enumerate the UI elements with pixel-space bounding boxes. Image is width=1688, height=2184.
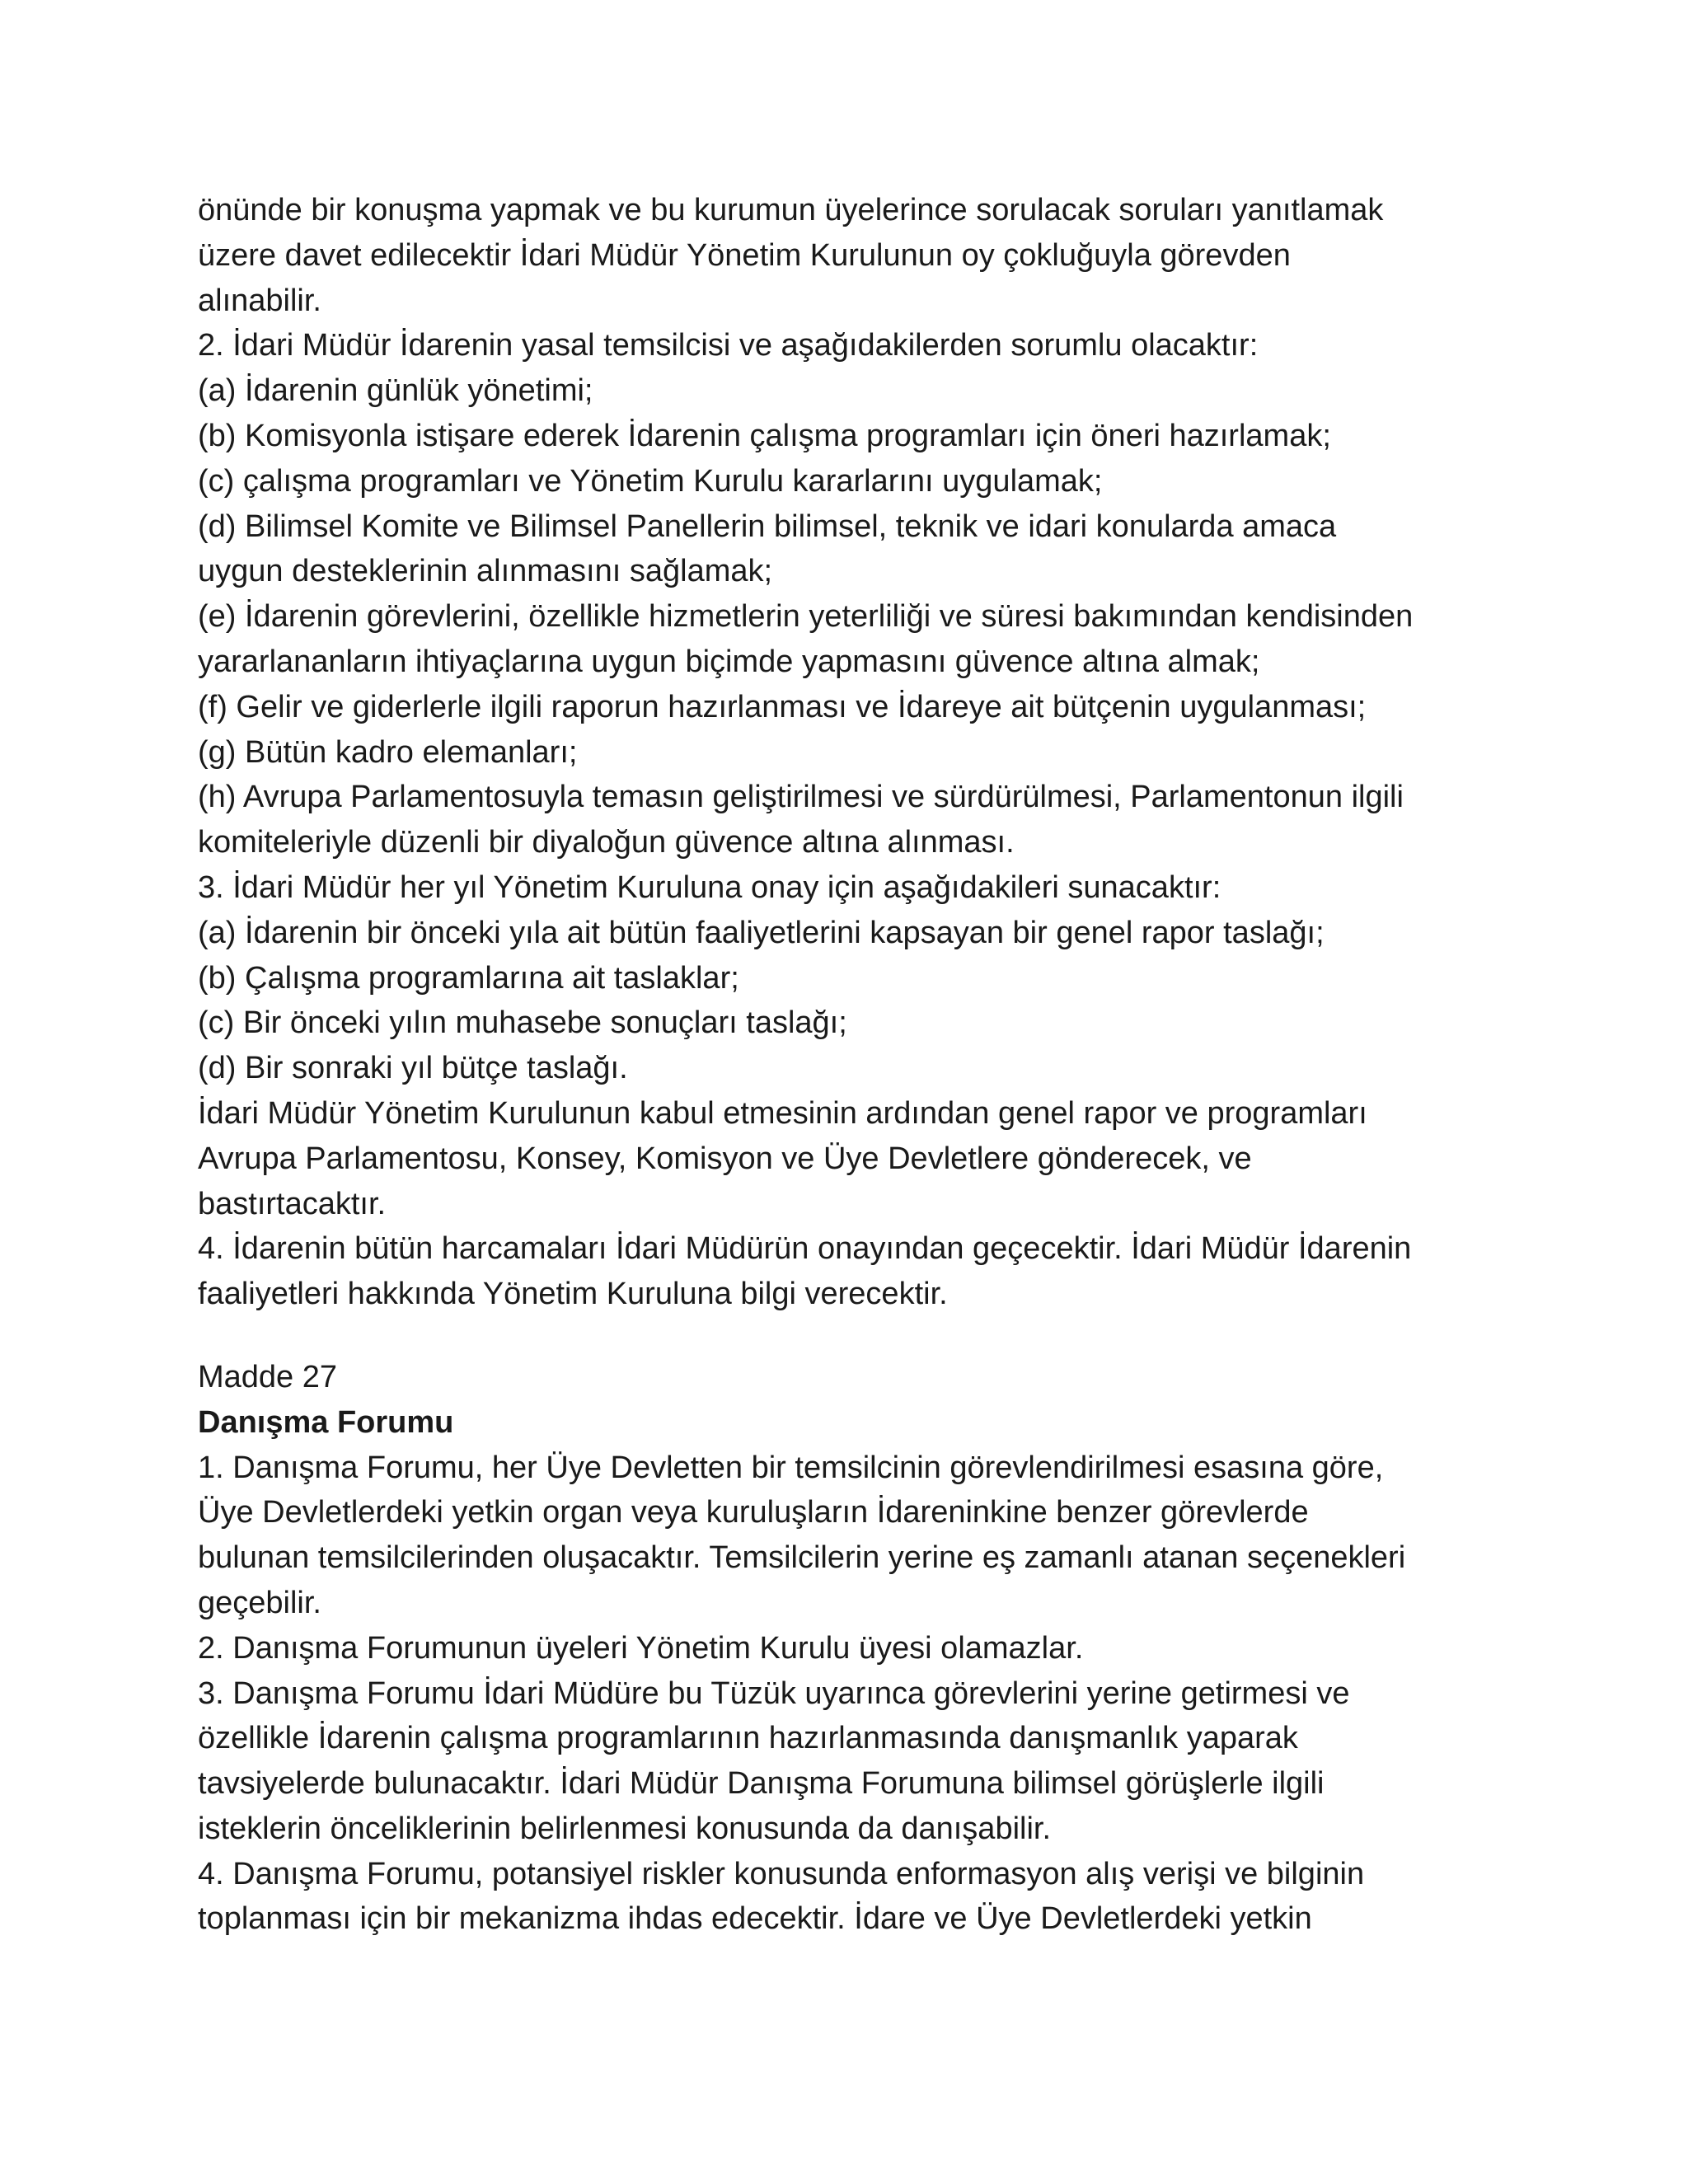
article-number: Madde 27	[198, 1359, 338, 1394]
text-line: üzere davet edilecektir İdari Müdür Yönetim Kurulunun oy çokluğuyla görevden	[198, 237, 1291, 273]
text-line: (c) Bir önceki yılın muhasebe sonuçları taslağı;	[198, 1005, 847, 1041]
text-line: (f) Gelir ve giderlerle ilgili raporun hazırlanması ve İdareye ait bütçenin uygulanması;	[198, 689, 1367, 724]
text-line: Üye Devletlerdeki yetkin organ veya kuruluşların İdareninkine benzer görevlerde	[198, 1495, 1309, 1530]
text-line: (c) çalışma programları ve Yönetim Kurulu kararlarını uygulamak;	[198, 463, 1103, 499]
text-line: alınabilir.	[198, 283, 321, 318]
text-line: 2. İdari Müdür İdarenin yasal temsilcisi ve aşağıdakilerden sorumlu olacaktır:	[198, 328, 1259, 363]
text-line: komiteleriyle düzenli bir diyaloğun güvence altına alınması.	[198, 825, 1015, 860]
text-line: 3. Danışma Forumu İdari Müdüre bu Tüzük uyarınca görevlerini yerine getirmesi ve	[198, 1675, 1350, 1711]
text-line: 4. Danışma Forumu, potansiyel riskler konusunda enformasyon alış verişi ve bilginin	[198, 1856, 1365, 1891]
text-line: 4. İdarenin bütün harcamaları İdari Müdürün onayından geçecektir. İdari Müdür İdarenin	[198, 1231, 1412, 1267]
document-page	[198, 188, 1500, 1942]
paragraph-gap	[198, 1317, 1500, 1355]
text-line: toplanması için bir mekanizma ihdas edecektir. İdare ve Üye Devletlerdeki yetkin	[198, 1901, 1312, 1937]
text-line: (g) Bütün kadro elemanları;	[198, 734, 578, 770]
text-line: (b) Komisyonla istişare ederek İdarenin çalışma programları için öneri hazırlamak;	[198, 418, 1331, 453]
text-line: (a) İdarenin bir önceki yıla ait bütün faaliyetlerini kapsayan bir genel rapor taslağı;	[198, 915, 1325, 950]
text-line: özellikle İdarenin çalışma programlarının hazırlanmasında danışmanlık yaparak	[198, 1721, 1298, 1756]
text-line: (e) İdarenin görevlerini, özellikle hizmetlerin yeterliliği ve süresi bakımından kendisinden	[198, 599, 1414, 635]
text-line: önünde bir konuşma yapmak ve bu kurumun üyelerince sorulacak soruları yanıtlamak	[198, 193, 1384, 227]
article-section	[198, 1355, 1500, 1942]
text-line: bulunan temsilcilerinden oluşacaktır. Temsilcilerin yerine eş zamanlı atanan seçenekleri	[198, 1540, 1406, 1576]
text-line: geçebilir.	[198, 1585, 321, 1620]
text-line: (a) İdarenin günlük yönetimi;	[198, 373, 593, 409]
section-continuation	[198, 188, 1500, 1317]
text-line: İdari Müdür Yönetim Kurulunun kabul etmesinin ardından genel rapor ve programları	[198, 1095, 1367, 1131]
text-line: 2. Danışma Forumunun üyeleri Yönetim Kurulu üyesi olamazlar.	[198, 1630, 1084, 1666]
text-line: tavsiyelerde bulunacaktır. İdari Müdür Danışma Forumuna bilimsel görüşlerle ilgili	[198, 1766, 1325, 1802]
text-line: Avrupa Parlamentosu, Konsey, Komisyon ve Üye Devletlere gönderecek, ve	[198, 1141, 1252, 1176]
text-line: bastırtacaktır.	[198, 1186, 387, 1221]
text-line: uygun desteklerinin alınmasını sağlamak;	[198, 554, 773, 589]
text-line: isteklerin önceliklerinin belirlenmesi konusunda da danışabilir.	[198, 1811, 1052, 1846]
text-line: (d) Bir sonraki yıl bütçe taslağı.	[198, 1051, 628, 1086]
text-line: yararlananların ihtiyaçlarına uygun biçimde yapmasını güvence altına almak;	[198, 644, 1260, 679]
text-line: (h) Avrupa Parlamentosuyla temasın geliştirilmesi ve sürdürülmesi, Parlamentonun ilgili	[198, 780, 1404, 815]
text-line: 3. İdari Müdür her yıl Yönetim Kuruluna onay için aşağıdakileri sunacaktır:	[198, 869, 1221, 905]
text-line: (b) Çalışma programlarına ait taslaklar;	[198, 960, 739, 996]
text-line: 1. Danışma Forumu, her Üye Devletten bir temsilcinin görevlendirilmesi esasına göre,	[198, 1450, 1384, 1485]
text-line: faaliyetleri hakkında Yönetim Kuruluna bilgi verecektir.	[198, 1277, 948, 1312]
article-title: Danışma Forumu	[198, 1404, 454, 1440]
text-line: (d) Bilimsel Komite ve Bilimsel Panellerin bilimsel, teknik ve idari konularda amaca	[198, 509, 1337, 544]
